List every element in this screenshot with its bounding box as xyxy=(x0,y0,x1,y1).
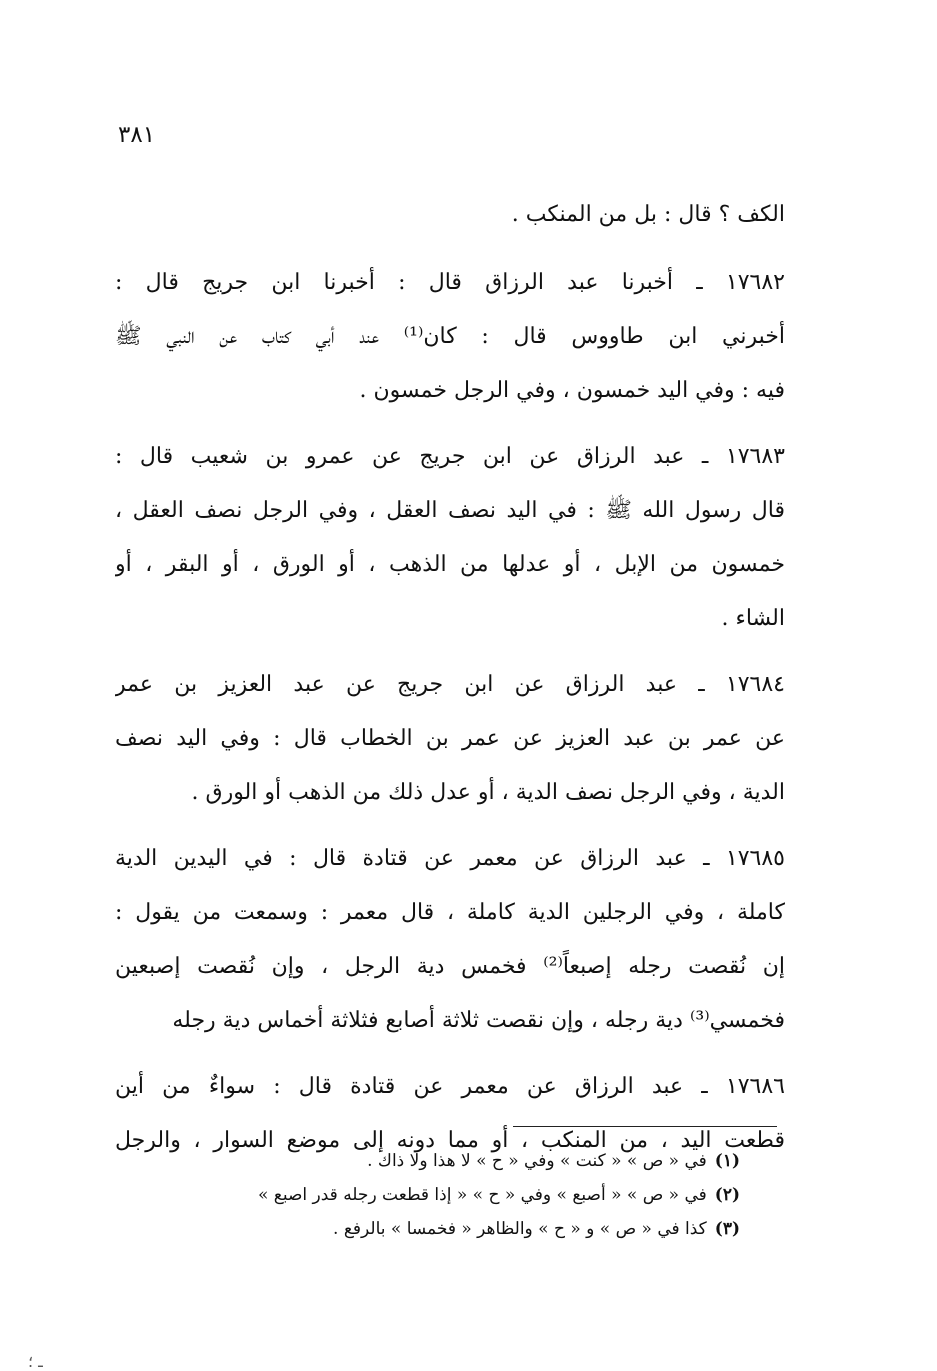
footnote-number: (١) xyxy=(714,1151,740,1171)
text-line: ١٧٦٨٤ ـ عبد الرزاق عن ابن جريج عن عبد العزيز بن عمر xyxy=(115,672,785,697)
text-line: الدية ، وفي الرجل نصف الدية ، أو عدل ذلك من الذهب أو الورق . xyxy=(191,780,785,805)
footnote-text: في « ص » « كنت » وفي « ح » لا هذا ولا ذاك . xyxy=(367,1151,707,1171)
hadith-17685 xyxy=(115,832,785,1048)
hadith-17684 xyxy=(115,658,785,820)
text-line: خمسون من الإبل ، أو عدلها من الذهب ، أو الورق ، أو البقر ، أو xyxy=(115,552,785,577)
footnotes xyxy=(150,1144,740,1246)
page-edge-mark: ـ ؛ xyxy=(28,1352,43,1371)
text-line: إن نُقصت رجله إصبعاً⁽²⁾ فخمس دية الرجل ، وإن نُقصت إصبعين xyxy=(115,954,785,979)
footnote-number: (٢) xyxy=(714,1185,740,1205)
text-line: ١٧٦٨٣ ـ عبد الرزاق عن ابن جريج عن عمرو بن شعيب قال : xyxy=(115,444,785,469)
footnote-divider xyxy=(513,1126,777,1127)
footnote-number: (٣) xyxy=(714,1219,740,1239)
page-number: ٣٨١ xyxy=(118,122,156,148)
intro-paragraph xyxy=(115,188,785,242)
hadith-17682 xyxy=(115,256,785,418)
footnote-3 xyxy=(150,1212,740,1246)
hadith-17683 xyxy=(115,430,785,646)
text-line: عن عمر بن عبد العزيز عن عمر بن الخطاب قال : وفي اليد نصف xyxy=(115,726,785,751)
text-line: ١٧٦٨٦ ـ عبد الرزاق عن معمر عن قتادة قال : سواءٌ من أين xyxy=(115,1074,785,1099)
text-line: كاملة ، وفي الرجلين الدية كاملة ، قال معمر : وسمعت من يقول : xyxy=(115,900,785,925)
text-line: ١٧٦٨٢ ـ أخبرنا عبد الرزاق قال : أخبرنا ابن جريج قال : xyxy=(115,270,785,295)
main-text xyxy=(115,188,785,1180)
text-line: أخبرني ابن طاووس قال : كان⁽¹⁾ عند أبي كتاب عن النبي ﷺ xyxy=(115,324,785,349)
text-line: الشاء . xyxy=(721,606,785,631)
text-line: فخمسي⁽³⁾ دية رجله ، وإن نقصت ثلاثة أصابع فثلاثة أخماس دية رجله xyxy=(172,1008,785,1033)
footnote-text: كذا في « ص » و « ح » والظاهر « فخمسا » بالرفع . xyxy=(333,1219,707,1239)
footnote-text: في « ص » « أصبع » وفي « ح » « إذا قطعت رجله قدر اصبع » xyxy=(257,1185,707,1205)
text-line: قال رسول الله ﷺ : في اليد نصف العقل ، وفي الرجل نصف العقل ، xyxy=(115,498,785,523)
text-line: الكف ؟ قال : بل من المنكب . xyxy=(511,202,785,227)
text-line: ١٧٦٨٥ ـ عبد الرزاق عن معمر عن قتادة قال : في اليدين الدية xyxy=(115,846,785,871)
footnote-1 xyxy=(150,1144,740,1178)
text-line: قطعت اليد ، من المنكب ، أو مما دونه إلى موضع السوار ، والرجل xyxy=(115,1128,785,1153)
footnote-2 xyxy=(150,1178,740,1212)
text-line: فيه : وفي اليد خمسون ، وفي الرجل خمسون . xyxy=(359,378,785,403)
